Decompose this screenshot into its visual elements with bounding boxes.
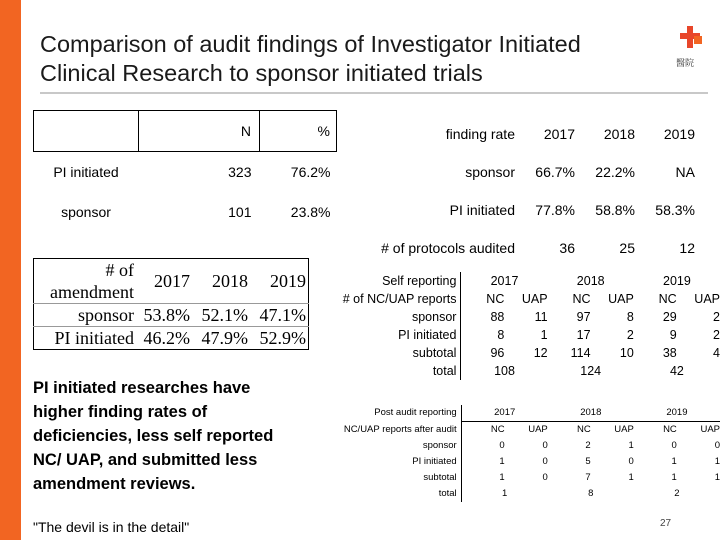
- cell: 11: [534, 310, 548, 324]
- year-header: 2018: [580, 407, 602, 418]
- row-label: sponsor: [465, 164, 515, 180]
- cell: 46.2%: [134, 327, 192, 350]
- cell: 25: [619, 240, 635, 256]
- table-subheader-row: [326, 290, 720, 308]
- table-row: [326, 470, 720, 486]
- cell: 12: [679, 240, 695, 256]
- row-label: sponsor: [422, 440, 457, 451]
- table-row: [326, 326, 720, 344]
- total-cell: 124: [580, 364, 602, 378]
- self-reporting-table: [326, 272, 720, 380]
- col-header: NC: [658, 292, 677, 306]
- header-cell: 2017: [543, 126, 575, 142]
- cell: 76.2%: [290, 164, 331, 180]
- col-header: NC: [461, 290, 504, 308]
- row-label: PI initiated: [449, 202, 515, 218]
- row-label: sponsor: [34, 304, 135, 327]
- cell: 53.8%: [134, 304, 192, 327]
- row-label: NC/UAP reports after audit: [343, 423, 457, 435]
- col-header: UAP: [521, 292, 548, 306]
- col-header: NC: [572, 292, 591, 306]
- cell: 101: [228, 204, 252, 220]
- table-row: [34, 327, 309, 350]
- cell: 97: [576, 310, 591, 324]
- cell: 29: [662, 310, 677, 324]
- table-title: Self reporting: [382, 274, 457, 288]
- header-cell: [34, 259, 135, 304]
- cell: 1: [628, 472, 634, 483]
- page-number: 27: [660, 518, 672, 529]
- row-label: subtotal: [423, 472, 457, 483]
- cell: 1: [461, 470, 504, 486]
- header-line: # of: [105, 260, 134, 280]
- cell: 1: [628, 440, 634, 451]
- year-header: 2018: [576, 274, 605, 288]
- header-cell: 2019: [270, 271, 306, 291]
- row-label: sponsor: [61, 204, 111, 220]
- table-row: [34, 152, 337, 193]
- cell: 0: [542, 440, 548, 451]
- row-label: total: [432, 364, 457, 378]
- col-header: UAP: [608, 292, 634, 306]
- cell: 22.2%: [595, 164, 635, 180]
- row-label: sponsor: [411, 310, 457, 324]
- year-header: 2019: [666, 407, 688, 418]
- cell: 0: [628, 456, 634, 467]
- quote-text: "The devil is in the detail": [33, 519, 190, 535]
- table-row: [326, 308, 720, 326]
- row-label: PI initiated: [398, 328, 457, 342]
- cell: 12: [533, 346, 548, 360]
- cell: 2: [713, 310, 720, 324]
- cell: 66.7%: [535, 164, 575, 180]
- table-row: [326, 344, 720, 362]
- table-row: [330, 229, 695, 267]
- header-cell: [34, 111, 139, 152]
- post-audit-reporting-table: [326, 405, 720, 502]
- total-cell: 108: [461, 362, 548, 380]
- col-header: NC: [461, 422, 504, 439]
- cell: 10: [619, 346, 634, 360]
- header-cell: 2017: [154, 271, 190, 291]
- cell: 0: [714, 440, 720, 451]
- summary-text: PI initiated researches have higher finding rates of deficiencies, less self reported NC/ UAP, and submitted less amendment reviews.: [33, 379, 274, 493]
- cell: 88: [461, 308, 504, 326]
- col-header: UAP: [505, 422, 548, 439]
- cell: 77.8%: [535, 202, 575, 218]
- cell: 58.3%: [655, 202, 695, 218]
- cell: 1: [671, 456, 677, 467]
- cell: 8: [461, 326, 504, 344]
- row-label: PI initiated: [34, 327, 135, 350]
- cell: 0: [542, 456, 548, 467]
- table-header-row: [34, 111, 337, 152]
- col-header: NC: [634, 422, 677, 439]
- row-label: subtotal: [412, 346, 457, 360]
- row-label: # of NC/UAP reports: [342, 292, 457, 306]
- col-header: UAP: [677, 422, 720, 439]
- finding-rate-table: [330, 115, 695, 267]
- cell: 58.8%: [595, 202, 635, 218]
- cell: 1: [671, 472, 677, 483]
- amendment-table: [33, 258, 309, 350]
- table-header-row: [326, 405, 720, 422]
- header-cell: 2019: [663, 126, 695, 142]
- row-label: PI initiated: [412, 456, 457, 467]
- cell: 5: [585, 456, 591, 467]
- cell: 1: [461, 454, 504, 470]
- cell: 9: [669, 328, 677, 342]
- table-row: [34, 304, 309, 327]
- table-row: [326, 438, 720, 454]
- cell: 1: [540, 328, 548, 342]
- cell: 38: [662, 346, 677, 360]
- cell: 114: [570, 346, 591, 360]
- table-total-row: [326, 362, 720, 380]
- total-cell: 42: [669, 364, 684, 378]
- row-label: total: [438, 488, 457, 499]
- cell: 8: [626, 310, 634, 324]
- col-header: UAP: [694, 292, 720, 306]
- total-cell: 1: [461, 486, 548, 502]
- header-cell: finding rate: [445, 126, 515, 142]
- table-title: Post audit reporting: [374, 407, 457, 419]
- table-row: [330, 153, 695, 191]
- cell: 52.9%: [250, 327, 309, 350]
- row-label: PI initiated: [53, 164, 119, 180]
- cell: 2: [585, 440, 591, 451]
- cell: 52.1%: [192, 304, 250, 327]
- accent-sidebar: [0, 0, 21, 540]
- cell: 96: [461, 344, 504, 362]
- table-total-row: [326, 486, 720, 502]
- total-cell: 8: [588, 488, 594, 499]
- slide-title: Comparison of audit findings of Investigator Initiated Clinical Research to sponsor initiated trials: [40, 31, 581, 86]
- cell: 2: [713, 328, 720, 342]
- cell: 47.1%: [250, 304, 309, 327]
- cell: 0: [671, 440, 677, 451]
- header-cell: 2018: [212, 271, 248, 291]
- header-cell: N: [139, 111, 260, 152]
- cell: 23.8%: [290, 204, 331, 220]
- cell: 1: [714, 472, 720, 483]
- header-line: amendment: [50, 282, 134, 302]
- year-header: 2017: [461, 405, 548, 422]
- cell: 1: [714, 456, 720, 467]
- table-header-row: [326, 272, 720, 290]
- col-header: NC: [548, 422, 591, 439]
- col-header: UAP: [591, 422, 634, 439]
- cell: 7: [585, 472, 591, 483]
- header-cell: %: [260, 111, 337, 152]
- title-divider: [40, 92, 708, 94]
- cell: 2: [626, 328, 634, 342]
- table-subheader-row: [326, 422, 720, 439]
- year-header: 2019: [663, 274, 691, 288]
- cell: 47.9%: [192, 327, 250, 350]
- table-header-row: [34, 259, 309, 304]
- logo-text: 醫院: [676, 58, 695, 68]
- protocol-count-table: [33, 110, 337, 232]
- cell: 323: [228, 164, 252, 180]
- table-row: [330, 191, 695, 229]
- row-label: # of protocols audited: [381, 240, 515, 256]
- header-cell: 2018: [603, 126, 635, 142]
- cell: NA: [675, 164, 695, 180]
- table-row: [34, 192, 337, 232]
- total-cell: 2: [674, 488, 680, 499]
- cell: 36: [559, 240, 575, 256]
- hospital-logo: [676, 22, 710, 70]
- year-header: 2017: [461, 272, 548, 290]
- table-row: [326, 454, 720, 470]
- cell: 17: [576, 328, 591, 342]
- cell: 0: [461, 438, 504, 454]
- cell: 4: [713, 346, 720, 360]
- cell: 0: [542, 472, 548, 483]
- table-header-row: [330, 115, 695, 153]
